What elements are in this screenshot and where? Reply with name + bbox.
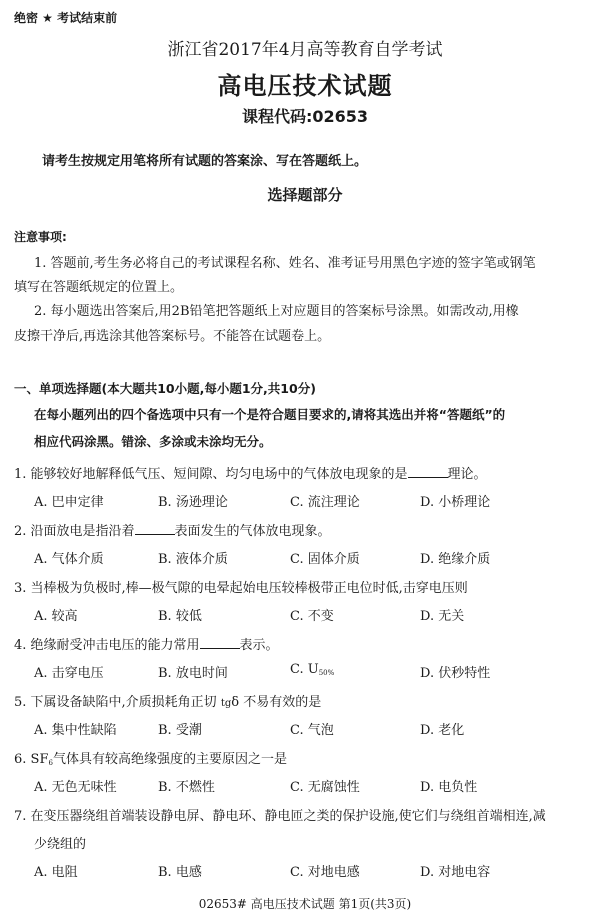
note-item-1-line-1: 1. 答题前,考生务必将自己的考试课程名称、姓名、准考证号用黑色字迹的签字笔或钢笔	[34, 256, 536, 271]
section-heading: 选择题部分	[267, 186, 343, 204]
option-d: D. 对地电容	[420, 865, 491, 880]
option-d: D. 无关	[420, 609, 465, 624]
secret-mark: 绝密 ★ 考试结束前	[14, 11, 118, 25]
question-3-options	[34, 605, 594, 623]
note-item-2-line-2: 皮擦干净后,再选涂其他答案标号。不能答在试题卷上。	[14, 329, 331, 344]
option-b: B. 受潮	[158, 723, 202, 738]
question-3-stem: 3. 当棒极为负极时,棒—极气隙的电晕起始电压较棒极带正电位时低,击穿电压则	[14, 581, 468, 596]
question-1-options	[34, 491, 594, 509]
answer-blank	[408, 465, 448, 478]
question-7-stem-line-1: 7. 在变压器绕组首端装设静电屏、静电环、静电匝之类的保护设施,使它们与绕组首端相连,减	[14, 809, 546, 824]
question-2-options	[34, 548, 594, 566]
question-2-stem: 2. 沿面放电是指沿着 表面发生的气体放电现象。	[14, 524, 331, 539]
paper-title: 高电压技术试题	[217, 72, 393, 100]
main-instruction: 请考生按规定用笔将所有试题的答案涂、写在答题纸上。	[42, 154, 368, 169]
option-a: A. 巴申定律	[34, 495, 104, 510]
question-4-stem: 4. 绝缘耐受冲击电压的能力常用 表示。	[14, 638, 279, 653]
question-5-options	[34, 719, 594, 737]
note-item-1-line-2: 填写在答题纸规定的位置上。	[14, 280, 184, 295]
option-c: C. $U_{50\%}$	[290, 662, 335, 677]
question-7-stem-line-2: 少绕组的	[34, 837, 87, 852]
question-6-options	[34, 776, 594, 794]
notes-heading: 注意事项:	[14, 230, 67, 244]
option-a: A. 击穿电压	[34, 666, 104, 681]
option-c: C. 无腐蚀性	[290, 780, 360, 795]
question-4-options	[34, 662, 594, 680]
question-7-options	[34, 861, 594, 879]
option-b: B. 液体介质	[158, 552, 228, 567]
question-6-stem: 6. $SF_6$气体具有较高绝缘强度的主要原因之一是	[14, 752, 287, 767]
option-c: C. 固体介质	[290, 552, 360, 567]
option-b: B. 电感	[158, 865, 202, 880]
option-b: B. 放电时间	[158, 666, 228, 681]
option-b: B. 较低	[158, 609, 202, 624]
answer-blank	[135, 522, 175, 535]
note-item-2-line-1: 2. 每小题选出答案后,用2B铅笔把答题纸上对应题目的答案标号涂黑。如需改动,用橡	[34, 304, 519, 319]
option-d: D. 电负性	[420, 780, 478, 795]
answer-blank	[200, 636, 240, 649]
part1-heading: 一、单项选择题(本大题共10小题,每小题1分,共10分)	[14, 381, 316, 396]
option-d: D. 绝缘介质	[420, 552, 491, 567]
option-a: A. 无色无味性	[34, 780, 117, 795]
option-a: A. 较高	[34, 609, 78, 624]
course-code: 课程代码:02653	[241, 107, 369, 126]
option-c: C. 对地电感	[290, 865, 360, 880]
question-5-stem: 5. 下属设备缺陷中,介质损耗角正切 tgδ 不易有效的是	[14, 695, 322, 710]
option-b: B. 不燃性	[158, 780, 215, 795]
option-a: A. 集中性缺陷	[34, 723, 117, 738]
option-a: A. 气体介质	[34, 552, 104, 567]
part1-desc-line-2: 相应代码涂黑。错涂、多涂或未涂均无分。	[34, 434, 272, 449]
part1-desc-line-1: 在每小题列出的四个备选项中只有一个是符合题目要求的,请将其选出并将“答题纸”的	[34, 407, 506, 422]
exam-title: 浙江省2017年4月高等教育自学考试	[167, 40, 443, 60]
option-c: C. 不变	[290, 609, 334, 624]
option-d: D. 老化	[420, 723, 465, 738]
option-c: C. 流注理论	[290, 495, 360, 510]
option-b: B. 汤逊理论	[158, 495, 228, 510]
page-footer: 02653# 高电压技术试题 第1页(共3页)	[198, 897, 412, 911]
option-d: D. 小桥理论	[420, 495, 491, 510]
option-a: A. 电阻	[34, 865, 78, 880]
question-1-stem: 1. 能够较好地解释低气压、短间隙、均匀电场中的气体放电现象的是 理论。	[14, 467, 487, 482]
option-d: D. 伏秒特性	[420, 666, 491, 681]
option-c: C. 气泡	[290, 723, 334, 738]
